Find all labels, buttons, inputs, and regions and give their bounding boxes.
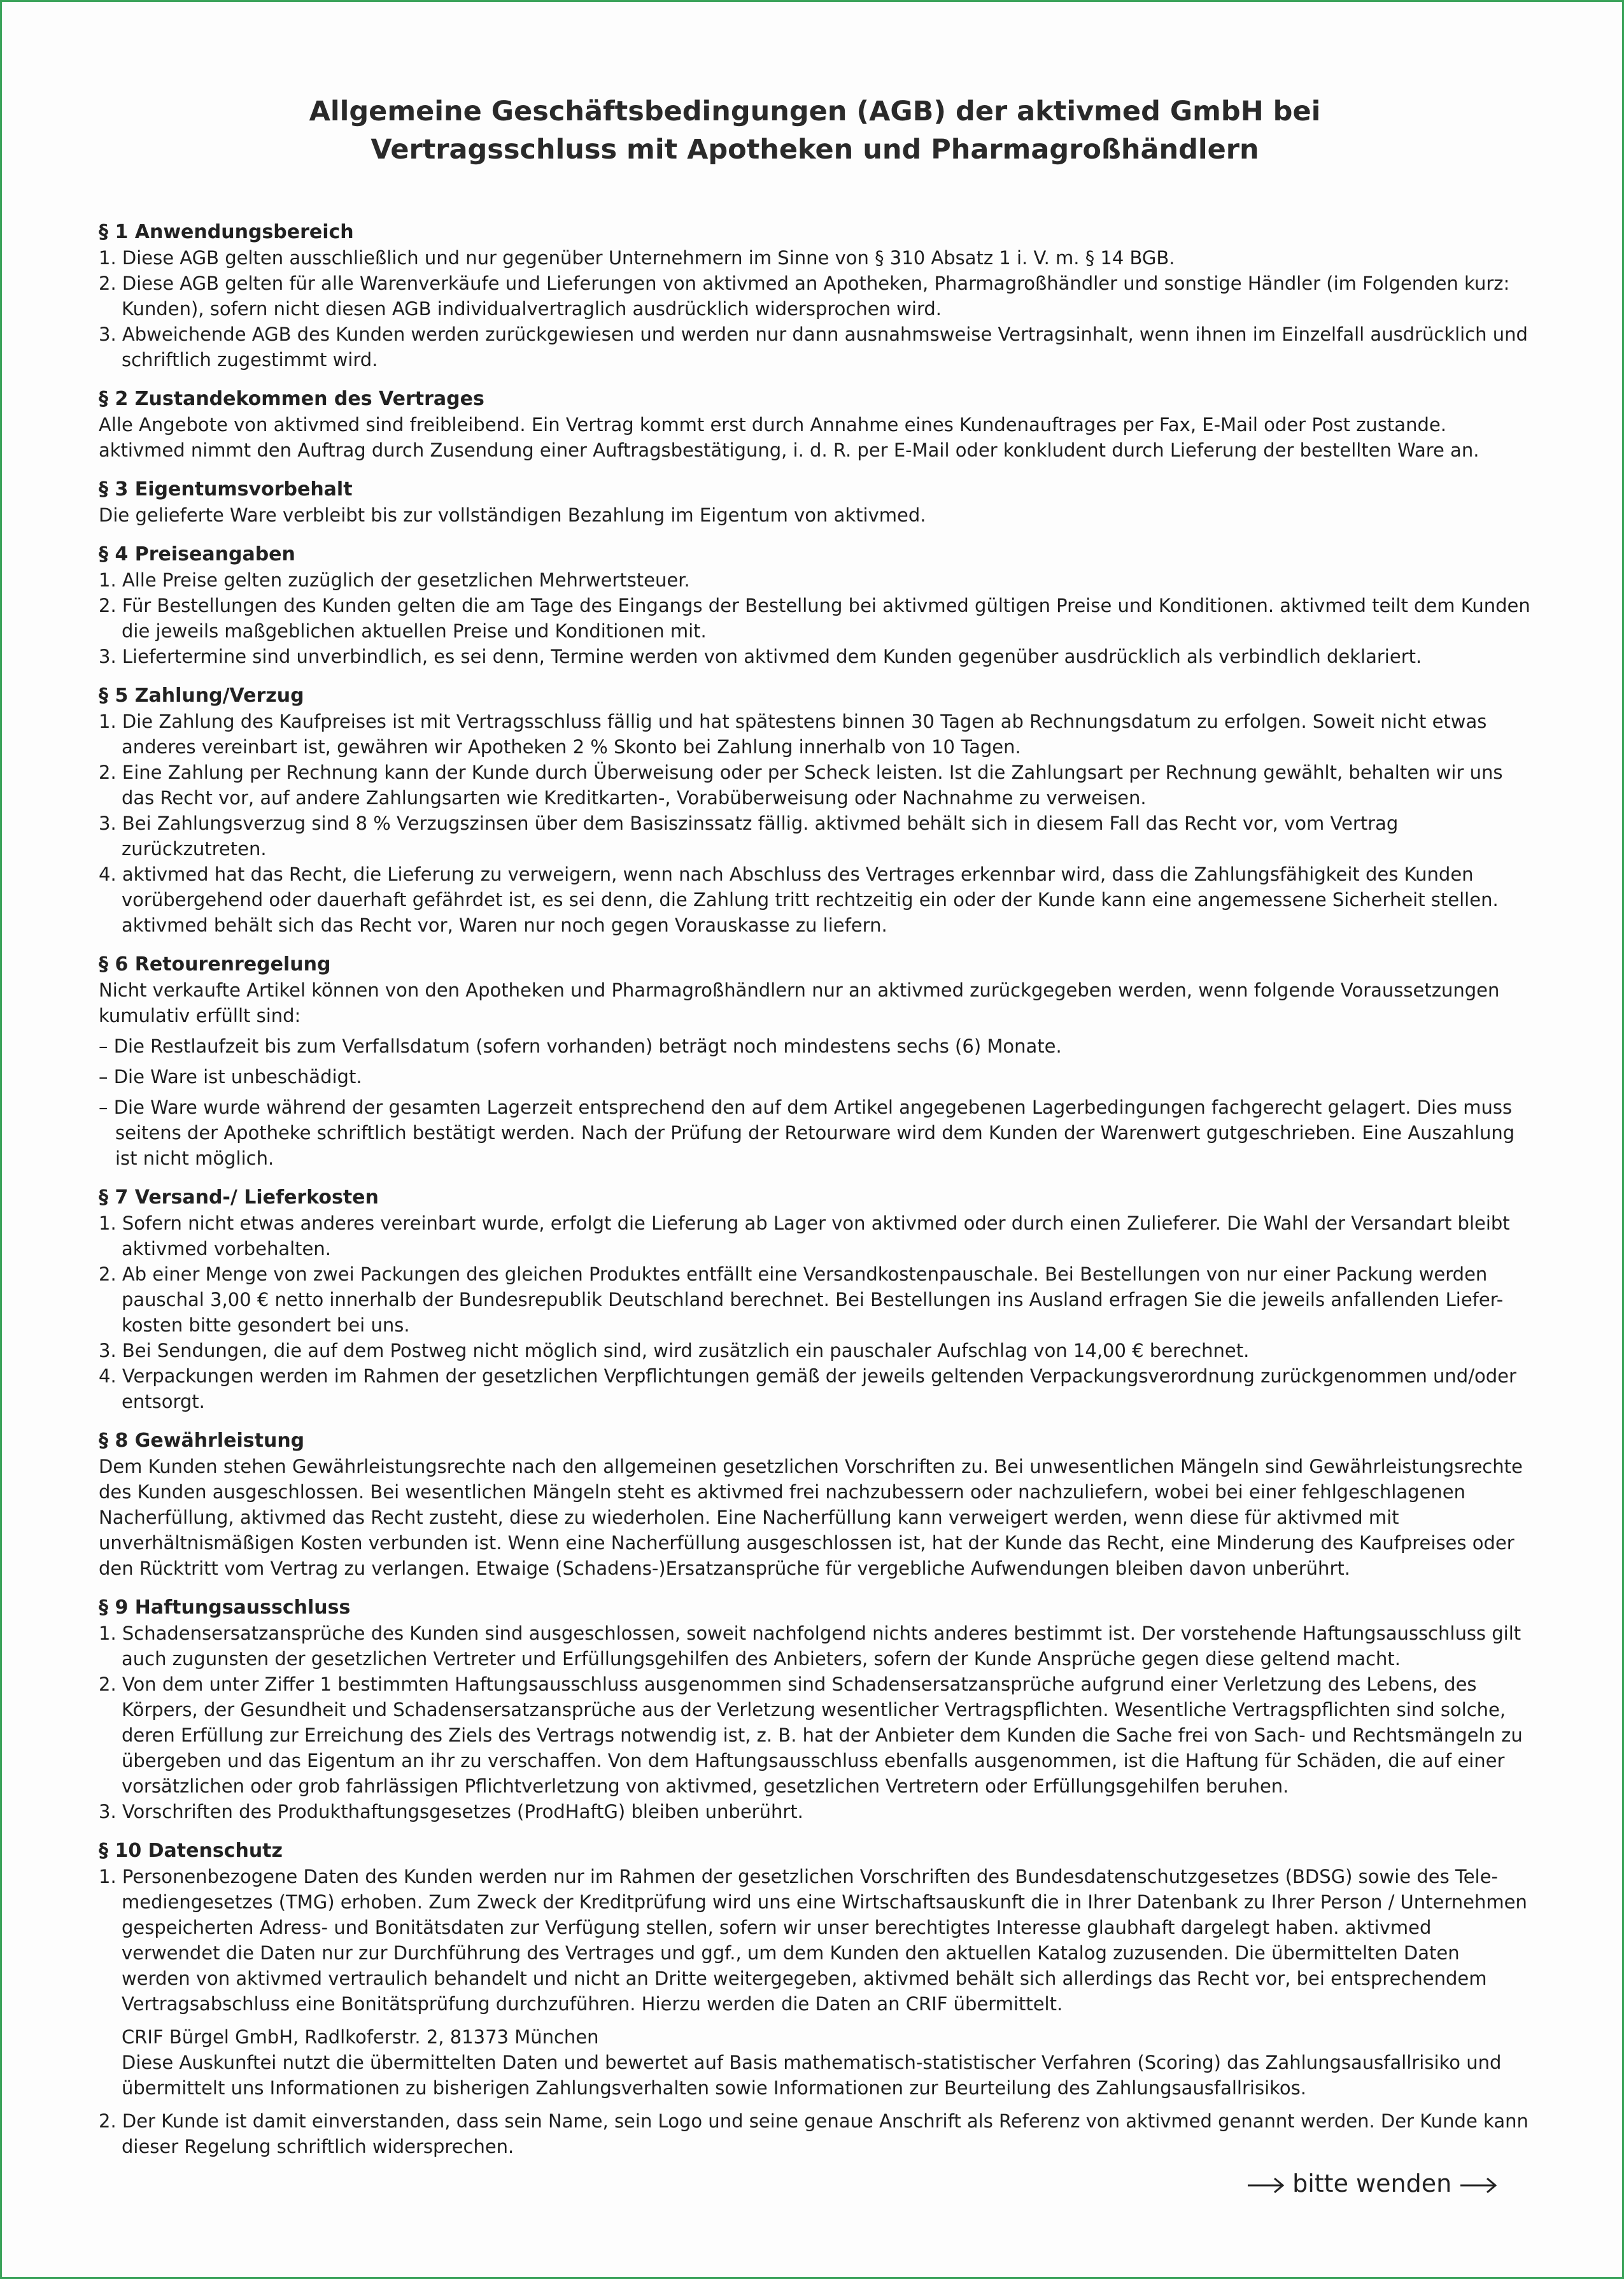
section-8-text: Dem Kunden stehen Gewährleistungsrechte nach den allgemeinen gesetzlichen Vorschriften zu. Bei unwesentlichen Mängeln sind Gewährleistungsrechte des Kunden ausgeschlossen. Bei wesentlichen Mängeln steht es aktivmed frei nachzubessern oder nachzuliefern, wobei bei einer fehlgeschlagenen Nacherfüllung, aktivmed das Recht zusteht, diese zu wiederholen. Eine Nacherfüllung kann verweigert werden, wenn diese für aktivmed mit unverhältnismäßigen Kosten verbunden ist. Wenn eine Nacherfüllung ausgeschlossen ist, hat der Kunde das Recht, eine Minderung des Kaufpreises oder den Rücktritt vom Vertrag zu verlangen. Etwaige (Schadens-)Ersatzansprüche für vergebliche Aufwendungen bleiben davon unberührt. <box>99 1456 1523 1579</box>
section-5-item-1: 1. Die Zahlung des Kaufpreises ist mit Vertragsschluss fällig und hat spätestens binnen 30 Tagen ab Rechnungsdatum zu erfolgen. Soweit nicht etwas anderes vereinbart ist, gewähren wir Apotheken 2 % Skonto bei Zahlung innerhalb von 10 Tagen. <box>99 711 1487 758</box>
section-3-title: § 3 Eigentumsvorbehalt <box>99 478 353 501</box>
section-10-title: § 10 Datenschutz <box>99 1840 283 1862</box>
section-9-title: § 9 Haftungsausschluss <box>99 1596 351 1619</box>
arrow-right-icon <box>1459 2176 1497 2195</box>
section-4-item-1: 1. Alle Preise gelten zuzüglich der gesetzlichen Mehrwertsteuer. <box>99 569 690 591</box>
section-4-item-2: 2. Für Bestellungen des Kunden gelten die am Tage des Eingangs der Bestellung bei aktivmed gültigen Preise und Konditionen. aktivmed teilt dem Kunden die jeweils maßgeblichen aktuellen Preise und Konditionen mit. <box>99 595 1530 642</box>
section-6-condition-2: – Die Ware ist unbeschädigt. <box>99 1066 362 1088</box>
section-6-condition-1: – Die Restlaufzeit bis zum Verfallsdatum (sofern vorhanden) beträgt noch mindestens sechs (6) Monate. <box>99 1035 1062 1057</box>
credit-agency-block <box>99 2024 1531 2101</box>
section-5 <box>99 683 1531 938</box>
page-turn-hint <box>1246 2168 1497 2199</box>
section-10-item-1: 1. Personenbezogene Daten des Kunden werden nur im Rahmen der gesetzlichen Vorschriften des Bundesdatenschutzgesetzes (BDSG) sowie des Tele-mediengesetzes (TMG) erhoben. Zum Zweck der Kreditprüfung wird uns eine Wirtschaftsauskunft die in Ihrer Datenbank zu Ihrer Person / Unternehmen gespeicherten Adress- und Bonitätsdaten zur Verfügung stellen, sofern wir unser berechtigtes Interesse glaubhaft dargelegt haben. aktivmed verwendet die Daten nur zur Durchführung des Vertrages und ggf., um dem Kunden den aktuellen Katalog zuzusenden. Die übermittelten Daten werden von aktivmed vertraulich behandelt und nicht an Dritte weitergegeben, aktivmed behält sich allerdings das Recht vor, bei entsprechendem Vertragsabschluss eine Bonitätsprüfung durchzuführen. Hierzu werden die Daten an CRIF übermittelt. <box>99 1866 1527 2015</box>
section-2-text: Alle Angebote von aktivmed sind freibleibend. Ein Vertrag kommt erst durch Annahme eines Kundenauftrages per Fax, E-Mail oder Post zustande. aktivmed nimmt den Auftrag durch Zusendung einer Auftragsbestätigung, i. d. R. per E-Mail oder konkludent durch Lieferung der bestellten Ware an. <box>99 414 1479 461</box>
section-10-item-2: 2. Der Kunde ist damit einverstanden, dass sein Name, sein Logo und seine genaue Anschrift als Referenz von aktivmed genannt werden. Der Kunde kann dieser Regelung schriftlich widersprechen. <box>99 2110 1529 2157</box>
section-7-item-3: 3. Bei Sendungen, die auf dem Postweg nicht möglich sind, wird zusätzlich ein pauschaler Aufschlag von 14,00 € berechnet. <box>99 1340 1250 1361</box>
section-10 <box>99 1838 1531 2159</box>
section-6 <box>99 952 1531 1171</box>
section-9-item-1: 1. Schadensersatzansprüche des Kunden sind ausgeschlossen, soweit nachfolgend nichts anderes bestimmt ist. Der vorstehende Haftungsausschluss gilt auch zugunsten der gesetzlichen Vertreter und Erfüllungsgehilfen des Anbieters, sofern der Kunde Ansprüche gegen diese geltend macht. <box>99 1622 1522 1670</box>
section-3-text: Die gelieferte Ware verbleibt bis zur vollständigen Bezahlung im Eigentum von aktivmed. <box>99 504 926 526</box>
document-content <box>99 92 1531 2173</box>
section-3 <box>99 477 1531 528</box>
section-6-intro: Nicht verkaufte Artikel können von den Apotheken und Pharmagroßhändlern nur an aktivmed zurückgegeben werden, wenn folgende Voraussetzungen kumulativ erfüllt sind: <box>99 979 1500 1026</box>
section-4-item-3: 3. Liefertermine sind unverbindlich, es sei denn, Termine werden von aktivmed dem Kunden gegenüber ausdrücklich als verbindlich deklariert. <box>99 646 1422 667</box>
section-1 <box>99 220 1531 373</box>
section-8-title: § 8 Gewährleistung <box>99 1430 305 1452</box>
section-4 <box>99 542 1531 669</box>
section-7-item-1: 1. Sofern nicht etwas anderes vereinbart wurde, erfolgt die Lieferung ab Lager von aktivmed oder durch einen Zulieferer. Die Wahl der Versandart bleibt aktivmed vorbehalten. <box>99 1212 1510 1260</box>
section-9 <box>99 1595 1531 1824</box>
section-2-title: § 2 Zustandekommen des Vertrages <box>99 388 484 410</box>
page-turn-text: bitte wenden <box>1292 2169 1452 2197</box>
section-7 <box>99 1185 1531 1414</box>
section-1-item-2: 2. Diese AGB gelten für alle Warenverkäufe und Lieferungen von aktivmed an Apotheken, Pharmagroßhändler und sonstige Händler (im Folgenden kurz: Kunden), sofern nicht diesen AGB individualvertraglich ausdrücklich widersprochen wird. <box>99 273 1510 320</box>
section-1-title: § 1 Anwendungsbereich <box>99 221 354 243</box>
section-9-item-3: 3. Vorschriften des Produkthaftungsgesetzes (ProdHaftG) bleiben unberührt. <box>99 1801 803 1822</box>
section-1-item-3: 3. Abweichende AGB des Kunden werden zurückgewiesen und werden nur dann ausnahmsweise Vertragsinhalt, wenn ihnen im Einzelfall ausdrücklich und schriftlich zugestimmt wird. <box>99 323 1528 371</box>
section-8 <box>99 1428 1531 1581</box>
section-5-item-4: 4. aktivmed hat das Recht, die Lieferung zu verweigern, wenn nach Abschluss des Vertrages erkennbar wird, dass die Zahlungsfähigkeit des Kunden vorübergehend oder dauerhaft gefährdet ist, es sei denn, die Zahlung tritt rechtzeitig ein oder der Kunde kann eine angemessene Sicherheit stellen. aktivmed behält sich das Recht vor, Waren nur noch gegen Vorauskasse zu liefern. <box>99 863 1499 936</box>
section-6-condition-3: – Die Ware wurde während der gesamten Lagerzeit entsprechend den auf dem Artikel angegebenen Lagerbedingungen fachgerecht gelagert. Dies muss seitens der Apotheke schriftlich bestätigt werden. Nach der Prüfung der Retourware wird dem Kunden der Warenwert gutgeschrieben. Eine Auszahlung ist nicht möglich. <box>99 1097 1515 1169</box>
section-7-item-4: 4. Verpackungen werden im Rahmen der gesetzlichen Verpflichtungen gemäß der jeweils geltenden Verpackungsverordnung zurückgenommen und/oder entsorgt. <box>99 1365 1516 1412</box>
document-title <box>99 92 1531 169</box>
arrow-right-icon <box>1246 2176 1285 2195</box>
section-5-item-2: 2. Eine Zahlung per Rechnung kann der Kunde durch Überweisung oder per Scheck leisten. Ist die Zahlungsart per Rechnung gewählt, behalten wir uns das Recht vor, auf andere Zahlungsarten wie Kreditkarten-, Vorabüberweisung oder Nachnahme zu verweisen. <box>99 762 1503 809</box>
credit-agency-text: Diese Auskunftei nutzt die übermittelten Daten und bewertet auf Basis mathematisch-statistischer Verfahren (Scoring) das Zahlungsausfallrisiko und übermittelt uns Informationen zu bisherigen Zahlungsverhalten sowie Informationen zur Beurteilung des Zahlungsausfallrisikos. <box>122 2052 1502 2099</box>
section-2 <box>99 387 1531 463</box>
section-1-item-1: 1. Diese AGB gelten ausschließlich und nur gegenüber Unternehmern im Sinne von § 310 Absatz 1 i. V. m. § 14 BGB. <box>99 247 1175 269</box>
title-line-2: Vertragsschluss mit Apotheken und Pharmagroßhändlern <box>371 134 1259 166</box>
section-7-item-2: 2. Ab einer Menge von zwei Packungen des gleichen Produktes entfällt eine Versandkostenpauschale. Bei Bestellungen von nur einer Packung werden pauschal 3,00 € netto innerhalb der Bundesrepublik Deutschland berechnet. Bei Bestellungen ins Ausland erfragen Sie die jeweils anfallenden Liefer-kosten bitte gesondert bei uns. <box>99 1263 1504 1336</box>
section-6-title: § 6 Retourenregelung <box>99 953 331 976</box>
section-4-title: § 4 Preiseangaben <box>99 543 295 565</box>
title-line-1: Allgemeine Geschäftsbedingungen (AGB) der aktivmed GmbH bei <box>309 96 1321 127</box>
section-9-item-2: 2. Von dem unter Ziffer 1 bestimmten Haftungsausschluss ausgenommen sind Schadensersatzansprüche aufgrund einer Verletzung des Lebens, des Körpers, der Gesundheit und Schadensersatzansprüche aus der Verletzung wesentlicher Vertragspflichten. Wesentliche Vertragspflichten sind solche, deren Erfüllung zur Erreichung des Ziels des Vertrags notwendig ist, z. B. hat der Anbieter dem Kunden die Sache frei von Sach- und Rechtsmängeln zu übergeben und das Eigentum an ihr zu verschaffen. Von dem Haftungsausschluss ebenfalls ausgenommen, ist die Haftung für Schäden, die auf einer vorsätzlichen oder grob fahrlässigen Pflichtverletzung von aktivmed, gesetzlichen Vertretern oder Erfüllungsgehilfen beruhen. <box>99 1673 1523 1797</box>
credit-agency-address: CRIF Bürgel GmbH, Radlkoferstr. 2, 81373 München <box>122 2026 599 2048</box>
section-7-title: § 7 Versand-/ Lieferkosten <box>99 1186 379 1209</box>
section-5-item-3: 3. Bei Zahlungsverzug sind 8 % Verzugszinsen über dem Basiszinssatz fällig. aktivmed behält sich in diesem Fall das Recht vor, vom Vertrag zurückzutreten. <box>99 813 1399 860</box>
section-5-title: § 5 Zahlung/Verzug <box>99 685 304 707</box>
